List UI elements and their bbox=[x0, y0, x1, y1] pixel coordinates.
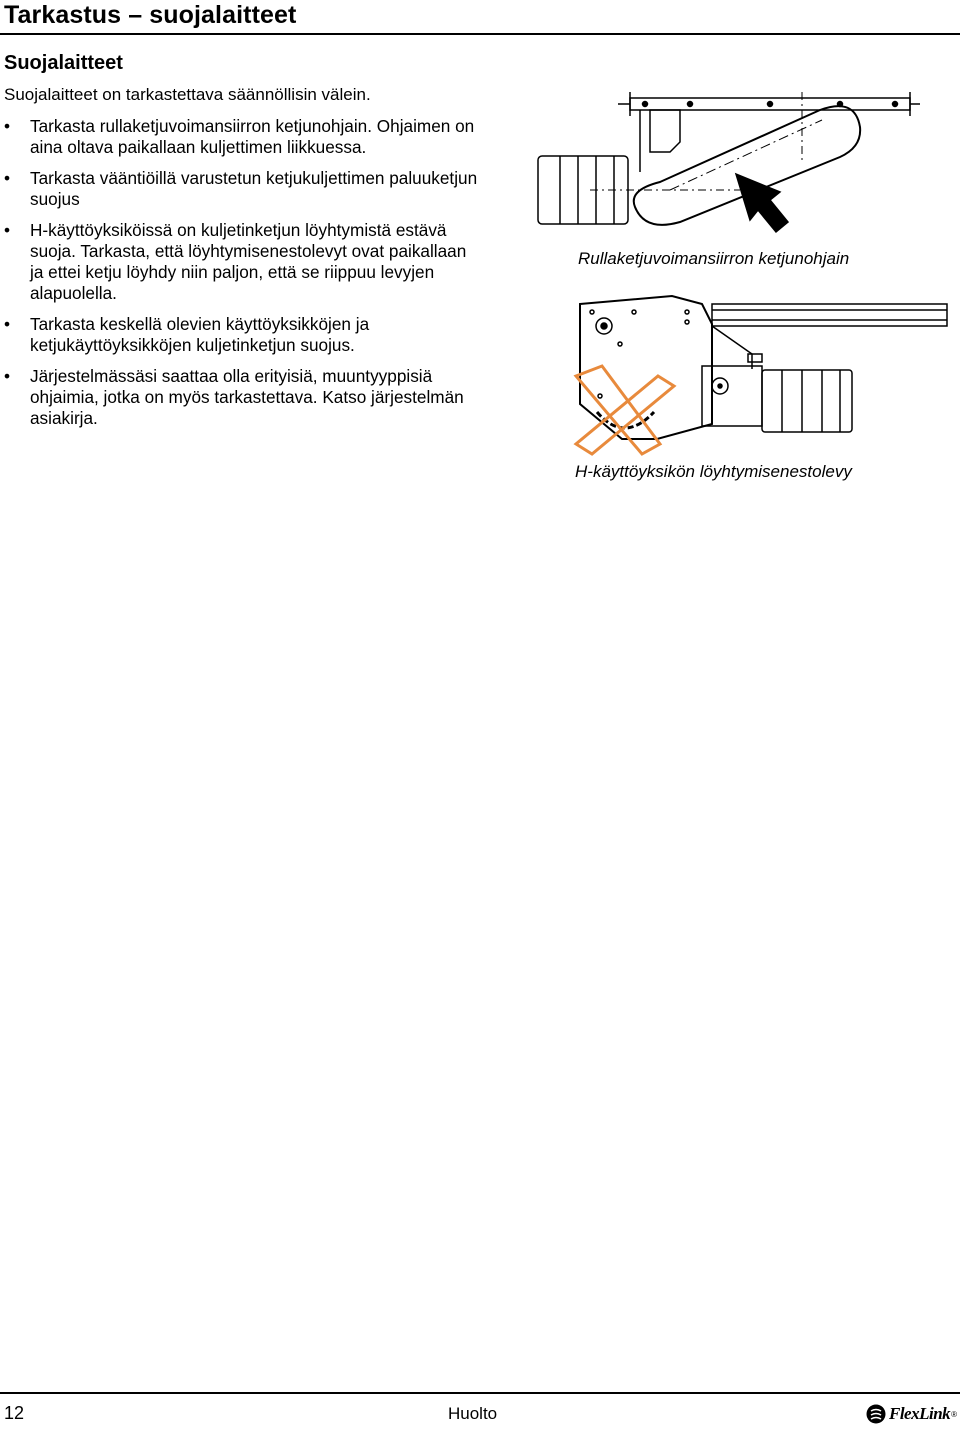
footer-divider bbox=[0, 1392, 960, 1394]
shaft-center bbox=[601, 323, 607, 329]
flexlink-logo-icon bbox=[866, 1404, 886, 1424]
clamp bbox=[748, 354, 762, 362]
footer-section-name: Huolto bbox=[448, 1404, 498, 1423]
list-item bbox=[4, 314, 479, 356]
list-item bbox=[4, 220, 479, 304]
motor bbox=[762, 370, 852, 432]
bullet-icon: • bbox=[4, 168, 11, 188]
bolt-hole bbox=[643, 102, 648, 107]
page-title: Tarkastus – suojalaitteet bbox=[4, 1, 297, 29]
bolt-hole bbox=[685, 310, 689, 314]
registered-mark: ® bbox=[951, 1409, 958, 1419]
bullet-icon: • bbox=[4, 366, 11, 386]
bracket bbox=[650, 110, 680, 152]
list-item bbox=[4, 168, 479, 210]
logo-text: FlexLink bbox=[889, 1404, 951, 1423]
bolt-hole bbox=[688, 102, 693, 107]
slack-plate-drawing bbox=[562, 294, 952, 460]
bottom-figure-caption: H-käyttöyksikön löyhtymisenestolevy bbox=[575, 462, 852, 481]
bolt-hole bbox=[598, 394, 602, 398]
page-number: 12 bbox=[4, 1403, 25, 1423]
bolt-hole bbox=[768, 102, 773, 107]
bullet-icon: • bbox=[4, 314, 11, 334]
list-item-text: H-käyttöyksiköissä on kuljetinketjun löyhtymistä estävä suoja. Tarkasta, että löyhtymisenestolevyt ovat paikallaan ja ettei ketju löyhdy niin paljon, että se riippuu levyjen alapuolella. bbox=[30, 220, 467, 303]
bolt-hole bbox=[893, 102, 898, 107]
list-item bbox=[4, 366, 479, 429]
bolt-hole bbox=[618, 342, 622, 346]
flexlink-logo bbox=[866, 1402, 957, 1426]
bolt-hole bbox=[590, 310, 594, 314]
support-leg bbox=[712, 326, 752, 369]
list-item-text: Tarkasta vääntiöillä varustetun ketjukuljettimen paluuketjun suojus bbox=[30, 168, 478, 209]
list-item-text: Tarkasta keskellä olevien käyttöyksikköjen ja ketjukäyttöyksikköjen kuljetinketjun suojus. bbox=[30, 314, 370, 355]
top-figure-caption: Rullaketjuvoimansiirron ketjunohjain bbox=[578, 249, 850, 268]
slack-plates bbox=[576, 366, 674, 454]
intro-text: Suojalaitteet on tarkastettava säännöllisin välein. bbox=[4, 85, 371, 104]
title-divider bbox=[0, 33, 960, 35]
list-item bbox=[4, 116, 479, 158]
bolt-hole bbox=[685, 320, 689, 324]
bullet-icon: • bbox=[4, 116, 11, 136]
list-item-text: Järjestelmässäsi saattaa olla erityisiä, muuntyyppisiä ohjaimia, jotka on myös tarkastettava. Katso järjestelmän asiakirja. bbox=[30, 366, 464, 428]
bullet-icon: • bbox=[4, 220, 11, 240]
bolt-hole bbox=[632, 310, 636, 314]
inspection-list bbox=[4, 116, 479, 439]
gearbox-center bbox=[718, 384, 722, 388]
pointer-arrow-icon bbox=[736, 174, 788, 232]
conveyor-rail bbox=[712, 304, 947, 326]
list-item-text: Tarkasta rullaketjuvoimansiirron ketjunohjain. Ohjaimen on aina oltava paikallaan kuljettimen liikkuessa. bbox=[30, 116, 475, 157]
chain-guide-drawing bbox=[530, 82, 920, 242]
section-heading: Suojalaitteet bbox=[4, 52, 123, 74]
